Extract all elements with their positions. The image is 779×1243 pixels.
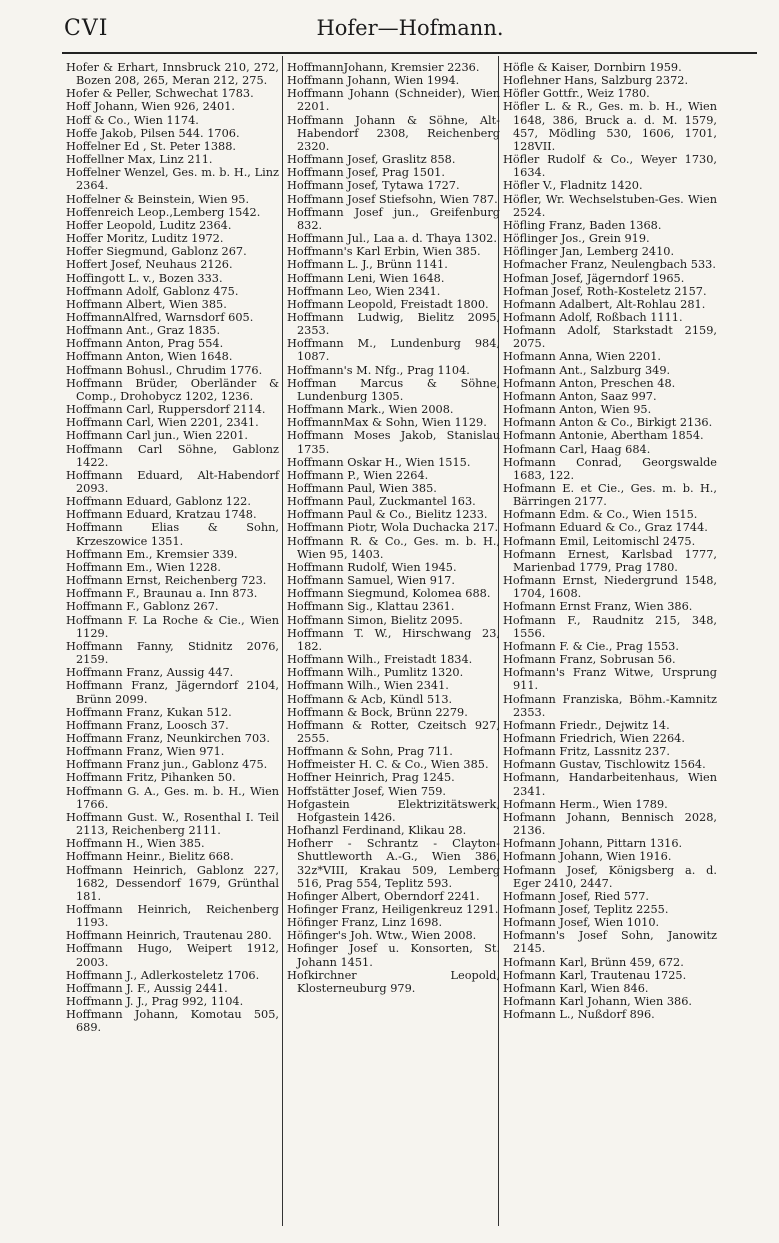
directory-entry: Hofmann Anton, Preschen 48. — [503, 376, 676, 390]
directory-entry: Hoffner Heinrich, Prag 1245. — [287, 771, 455, 785]
directory-entry: Höfler Gottfr., Weiz 1780. — [503, 87, 650, 101]
directory-entry: Hofgastein Elektrizitätswerk, Hofgastein 1426. — [287, 797, 500, 824]
directory-entry: Hoffellner Max, Linz 211. — [66, 153, 213, 167]
directory-entry: Hoffmann Hugo, Weipert 1912, 2003. — [66, 942, 279, 969]
directory-entry: Hoffer Leopold, Luditz 2364. — [66, 218, 232, 232]
directory-entry: Hofkirchner Leopold, Klosterneuburg 979. — [287, 968, 500, 995]
directory-entry: Hoff & Co., Wien 1174. — [66, 113, 199, 127]
directory-entry: Hoff Johann, Wien 926, 2401. — [66, 100, 236, 114]
directory-entry: Hoffmann L. J., Brünn 1141. — [287, 258, 448, 272]
directory-entry: Hoffelner & Beinstein, Wien 95. — [66, 192, 250, 206]
directory-entry: Hoffstätter Josef, Wien 759. — [287, 784, 447, 798]
directory-entry: Hoffmann Samuel, Wien 917. — [287, 574, 455, 588]
directory-entry: Hofmann Fritz, Lassnitz 237. — [503, 745, 670, 759]
directory-entry: Hoffmann Johann & Söhne, Alt-Habendorf 2308, Reichenberg 2320. — [287, 113, 500, 153]
directory-entry: Hofman Josef, Roth-Kosteletz 2157. — [503, 284, 707, 298]
directory-entry: Höfler, Wr. Wechselstuben-Ges. Wien 2524. — [503, 192, 717, 219]
directory-entry: Hoffmann R. & Co., Ges. m. b. H., Wien 95, 1403. — [287, 534, 500, 561]
directory-entry: Höfler V., Fladnitz 1420. — [503, 179, 643, 193]
directory-entry: Hofmann Friedrich, Wien 2264. — [503, 731, 685, 745]
directory-entry: Hoffmann Albert, Wien 385. — [66, 297, 227, 311]
directory-entry: Hoffelner Wenzel, Ges. m. b. H., Linz 2364. — [66, 166, 279, 193]
directory-entry: Hoffmann Franz, Aussig 447. — [66, 666, 234, 680]
directory-entry: Hofmann Gustav, Tischlowitz 1564. — [503, 758, 706, 772]
directory-entry: Hoffmann P., Wien 2264. — [287, 468, 429, 482]
directory-entry: Hoffmann Ernst, Reichenberg 723. — [66, 574, 267, 588]
directory-entry: Hoffmann Gust. W., Rosenthal I. Teil 2113, Reichenberg 2111. — [66, 810, 279, 838]
directory-entry: Hofmann Josef, Königsberg a. d. Eger 2410, 2447. — [503, 863, 717, 890]
directory-entry: Hoffmann Brüder, Oberländer & Comp., Drohobycz 1202, 1236. — [66, 376, 279, 403]
directory-entry: Hoffmann Johann, Wien 1994. — [287, 74, 460, 88]
directory-entry: Hoffmann Sig., Klattau 2361. — [287, 600, 455, 614]
directory-entry: Höfinger's Joh. Wtw., Wien 2008. — [287, 929, 477, 943]
directory-entry: Hoffmann & Bock, Brünn 2279. — [287, 705, 468, 719]
directory-entry: Hofmann Carl, Haag 684. — [503, 442, 651, 456]
directory-entry: Hoffmann Carl jun., Wien 2201. — [66, 429, 248, 443]
directory-entry: Hoffmann Heinrich, Reichenberg 1193. — [66, 903, 279, 930]
directory-entry: Hoffmann Ant., Graz 1835. — [66, 324, 221, 338]
directory-entry: Hoffmann Piotr, Wola Duchacka 217. — [287, 521, 499, 535]
directory-entry: Hofmann Johann, Bennisch 2028, 2136. — [503, 810, 717, 838]
directory-entry: Höfler Rudolf & Co., Weyer 1730, 1634. — [503, 153, 717, 180]
directory-entry: Hofmann's Franz Witwe, Ursprung 911. — [503, 666, 717, 693]
directory-entry: Hoffingott L. v., Bozen 333. — [66, 271, 223, 285]
directory-entry: Hoffmann Franz jun., Gablonz 475. — [66, 758, 268, 772]
directory-entry: Hoffmann's Karl Erbin, Wien 385. — [287, 245, 481, 259]
directory-entry: Hofmann Karl, Wien 846. — [503, 981, 649, 995]
directory-entry: Hoffmann Leni, Wien 1648. — [287, 271, 445, 285]
directory-entry: Hofmann Emil, Leitomischl 2475. — [503, 534, 696, 548]
directory-entry: Hoffmann & Rotter, Czeitsch 927, 2555. — [287, 718, 500, 745]
directory-entry: Hoffmann Carl, Ruppersdorf 2114. — [66, 403, 266, 417]
directory-entry: Hoffmann Moses Jakob, Stanislau 1735. — [287, 429, 500, 456]
directory-entry: Hoffmann Anton, Wien 1648. — [66, 350, 233, 364]
directory-entry: Hofmann Edm. & Co., Wien 1515. — [503, 508, 698, 522]
directory-entry: Hoffmann H., Wien 385. — [66, 837, 205, 851]
directory-entry: Hofman Josef, Jägerndorf 1965. — [503, 271, 685, 285]
directory-entry: Hoffmann Franz, Kukan 512. — [66, 705, 232, 719]
directory-entry: Hofmann Johann, Wien 1916. — [503, 850, 672, 864]
directory-entry: Hoffmann Rudolf, Wien 1945. — [287, 560, 457, 574]
directory-entry: Hoffman Marcus & Söhne, Lundenburg 1305. — [287, 376, 500, 403]
directory-entry: Hofherr - Schrantz - Clayton-Shuttleworth A.-G., Wien 386, 32z*VIII, Krakau 509, Lemberg 516, Prag 554, Teplitz 593. — [287, 837, 500, 890]
directory-entry: Hoffmann J. F., Aussig 2441. — [66, 981, 228, 995]
directory-entry: Höfler L. & R., Ges. m. b. H., Wien 1648, 386, Bruck a. d. M. 1579, 457, Mödling 530, 1606, 1701, 128VII. — [503, 100, 717, 153]
column-1 — [66, 61, 279, 1035]
directory-entry: Hoffmann Fanny, Stidnitz 2076, 2159. — [66, 639, 279, 667]
directory-entry: Hoffmann Anton, Prag 554. — [66, 337, 224, 351]
directory-entry: Hoffmann F. La Roche & Cie., Wien 1129. — [66, 613, 279, 640]
directory-entry: Hofmann Josef, Wien 1010. — [503, 916, 660, 930]
directory-entry: Hoffmann Josef, Prag 1501. — [287, 166, 445, 180]
directory-entry: Hofmann Anton, Saaz 997. — [503, 389, 657, 403]
directory-entry: Hoffmann Paul, Zuckmantel 163. — [287, 495, 476, 509]
directory-entry: Hoffmann Franz, Loosch 37. — [66, 718, 229, 732]
directory-entry: Hoffmann & Acb, Kündl 513. — [287, 692, 453, 706]
directory-entry: Hoffmann Adolf, Gablonz 475. — [66, 284, 239, 298]
directory-entry: Hoffer Siegmund, Gablonz 267. — [66, 245, 247, 259]
page-header — [0, 0, 779, 52]
directory-entry: Hoffmann Wilh., Wien 2341. — [287, 679, 449, 693]
directory-entry: Hofmann Conrad, Georgswalde 1683, 122. — [503, 455, 717, 482]
directory-entry: Hofmann Eduard & Co., Graz 1744. — [503, 521, 708, 535]
directory-entry: Höflinger Jos., Grein 919. — [503, 232, 650, 246]
directory-entry: Hoffmann Heinr., Bielitz 668. — [66, 850, 234, 864]
directory-entry: Hoffmann Heinrich, Gablonz 227, 1682, Dessendorf 1679, Grünthal 181. — [66, 863, 279, 903]
directory-entry: Hofmann Herm., Wien 1789. — [503, 797, 668, 811]
directory-entry: HoffmannMax & Sohn, Wien 1129. — [287, 416, 487, 430]
directory-entry: Hoffmann Franz, Wien 971. — [66, 745, 225, 759]
directory-entry: Hoffmann Paul & Co., Bielitz 1233. — [287, 508, 488, 522]
directory-entry: Hofmann Adolf, Starkstadt 2159, 2075. — [503, 324, 717, 351]
directory-entry: Hofmann Anna, Wien 2201. — [503, 350, 661, 364]
directory-entry: Hoffmann Wilh., Pumlitz 1320. — [287, 666, 464, 680]
directory-entry: Hofhanzl Ferdinand, Klikau 28. — [287, 824, 467, 838]
directory-entry: Hofmann Anton, Wien 95. — [503, 403, 652, 417]
directory-entry: Hofer & Peller, Schwechat 1783. — [66, 87, 254, 101]
directory-entry: Hoffenreich Leop.,Lemberg 1542. — [66, 205, 261, 219]
directory-entry: Hoffmann Eduard, Gablonz 122. — [66, 495, 251, 509]
directory-entry: Hoffmann Oskar H., Wien 1515. — [287, 455, 471, 469]
page-title: Hofer—Hofmann. — [316, 16, 504, 40]
directory-entry: Hoffmann Heinrich, Trautenau 280. — [66, 929, 272, 943]
directory-entry: Hoffmann Wilh., Freistadt 1834. — [287, 653, 473, 667]
column-divider — [282, 56, 283, 1226]
directory-entry: Hoffmann & Sohn, Prag 711. — [287, 745, 453, 759]
directory-entry: Höfling Franz, Baden 1368. — [503, 218, 662, 232]
directory-entry: Hofmann's Josef Sohn, Janowitz 2145. — [503, 929, 717, 956]
directory-entry: Hofmann Josef, Ried 577. — [503, 889, 649, 903]
directory-entry: Hofmann Ant., Salzburg 349. — [503, 363, 671, 377]
directory-entry: Hoffmann M., Lundenburg 984, 1087. — [287, 337, 500, 364]
directory-entry: Hoffmann Paul, Wien 385. — [287, 482, 437, 495]
directory-entry: Hoffmann Jul., Laa a. d. Thaya 1302. — [287, 232, 497, 246]
directory-entry: Hoffmann T. W., Hirschwang 23, 182. — [287, 626, 500, 653]
directory-entry: Hoffmann Eduard, Alt-Habendorf 2093. — [66, 468, 279, 495]
directory-entry: Hofmann F. & Cie., Prag 1553. — [503, 639, 679, 653]
directory-entry: Hoffmann Franz, Neunkirchen 703. — [66, 731, 270, 745]
directory-entry: Höfle & Kaiser, Dornbirn 1959. — [503, 61, 682, 74]
directory-entry: Hoffmann Josef jun., Greifenburg 832. — [287, 205, 500, 232]
directory-entry: Hoffmann F., Braunau a. Inn 873. — [66, 587, 258, 601]
directory-entry: Hoffmann Leo, Wien 2341. — [287, 284, 441, 298]
directory-entry: Hoffmann Ludwig, Bielitz 2095, 2353. — [287, 310, 500, 338]
directory-entry: Hofmann Anton & Co., Birkigt 2136. — [503, 416, 713, 430]
directory-entry: Hoffmann Josef, Graslitz 858. — [287, 153, 456, 167]
directory-entry: Hofmann Karl Johann, Wien 386. — [503, 995, 693, 1009]
directory-entry: Hoffmann G. A., Ges. m. b. H., Wien 1766. — [66, 784, 279, 811]
column-3 — [503, 61, 717, 1021]
header-rule — [62, 52, 757, 54]
directory-entry: Hofmann Karl, Brünn 459, 672. — [503, 955, 684, 969]
page-number: CVI — [64, 16, 109, 41]
directory-entry: Hoffe Jakob, Pilsen 544. 1706. — [66, 126, 240, 140]
directory-entry: Hofer & Erhart, Innsbruck 210, 272, Bozen 208, 265, Meran 212, 275. — [66, 61, 279, 88]
directory-entry: Hoffmann Carl Söhne, Gablonz 1422. — [66, 442, 279, 469]
directory-entry: Hoffmann Elias & Sohn, Krzeszowice 1351. — [66, 521, 279, 548]
directory-entry: Hofinger Franz, Heiligenkreuz 1291. — [287, 903, 499, 916]
directory-entry: Hofinger Josef u. Konsorten, St. Johann 1451. — [287, 942, 500, 969]
directory-entry: Hoffmann J., Adlerkosteletz 1706. — [66, 968, 260, 982]
directory-entry: Hoffmann Franz, Jägerndorf 2104, Brünn 2099. — [66, 679, 279, 706]
directory-entry: Hofmann Adolf, Roßbach 1111. — [503, 310, 683, 324]
directory-entry: Hofmann, Handarbeitenhaus, Wien 2341. — [503, 771, 717, 798]
directory-entry: Hoffmeister H. C. & Co., Wien 385. — [287, 758, 489, 772]
directory-entry: Hoffmann Josef, Tytawa 1727. — [287, 179, 460, 193]
directory-entry: Hofmann Adalbert, Alt-Rohlau 281. — [503, 297, 706, 311]
directory-entry: Hoffmann Fritz, Pihanken 50. — [66, 771, 236, 785]
directory-entry: Hofmann Ernest, Karlsbad 1777, Marienbad 1779, Prag 1780. — [503, 547, 717, 574]
directory-entry: HoffmannAlfred, Warnsdorf 605. — [66, 310, 254, 324]
directory-entry: Hofmann Friedr., Dejwitz 14. — [503, 718, 670, 732]
directory-entry: Hoffmann Leopold, Freistadt 1800. — [287, 297, 489, 311]
column-2 — [287, 61, 500, 995]
directory-entry: Hoffmann Johann, Komotau 505, 689. — [66, 1008, 279, 1035]
directory-entry: Hoffert Josef, Neuhaus 2126. — [66, 258, 233, 272]
directory-entry: Hoffmann's M. Nfg., Prag 1104. — [287, 363, 470, 377]
directory-entry: Hofmann E. et Cie., Ges. m. b. H., Bärringen 2177. — [503, 482, 717, 509]
directory-entry: Hoffmann Bohusl., Chrudim 1776. — [66, 363, 263, 377]
directory-entry: Hoffelner Ed , St. Peter 1388. — [66, 139, 236, 153]
directory-entry: Hoffmann F., Gablonz 267. — [66, 600, 219, 614]
directory-entry: Hoffmann Josef Stiefsohn, Wien 787. — [287, 192, 498, 206]
directory-entry: Hoffmann Siegmund, Kolomea 688. — [287, 587, 491, 601]
directory-entry: Hofmann Karl, Trautenau 1725. — [503, 968, 687, 982]
directory-entry: Hoflehner Hans, Salzburg 2372. — [503, 74, 689, 88]
directory-entry: Hoffmann Eduard, Kratzau 1748. — [66, 508, 257, 522]
directory-entry: Hoffmann Johann (Schneider), Wien 2201. — [287, 87, 500, 114]
directory-entry: Höflinger Jan, Lemberg 2410. — [503, 245, 675, 259]
directory-entry: Hoffmann Simon, Bielitz 2095. — [287, 613, 463, 627]
directory-entry: Hofmann Franz, Sobrusan 56. — [503, 653, 676, 667]
directory-entry: Hoffmann Carl, Wien 2201, 2341. — [66, 416, 259, 430]
directory-entry: Hofmann L., Nußdorf 896. — [503, 1008, 655, 1022]
directory-entry: Hofmann Antonie, Abertham 1854. — [503, 429, 704, 443]
directory-entry: Hofmacher Franz, Neulengbach 533. — [503, 258, 716, 272]
directory-entry: Hoffer Moritz, Luditz 1972. — [66, 232, 224, 246]
directory-entry: Hoffmann Mark., Wien 2008. — [287, 403, 454, 417]
directory-entry: Hofmann Johann, Pittarn 1316. — [503, 837, 683, 851]
directory-entry: Hoffmann J. J., Prag 992, 1104. — [66, 995, 244, 1009]
directory-entry: Hofinger Albert, Oberndorf 2241. — [287, 889, 480, 903]
directory-entry: Höfinger Franz, Linz 1698. — [287, 916, 443, 930]
directory-entry: Hofmann Josef, Teplitz 2255. — [503, 903, 669, 916]
directory-entry: Hofmann Ernst, Niedergrund 1548, 1704, 1608. — [503, 574, 717, 601]
directory-entry: HoffmannJohann, Kremsier 2236. — [287, 61, 480, 74]
directory-entry: Hofmann F., Raudnitz 215, 348, 1556. — [503, 613, 717, 640]
directory-entry: Hoffmann Em., Wien 1228. — [66, 560, 221, 574]
directory-entry: Hofmann Ernst Franz, Wien 386. — [503, 600, 693, 614]
directory-entry: Hofmann Franziska, Böhm.-Kamnitz 2353. — [503, 692, 717, 719]
directory-entry: Hoffmann Em., Kremsier 339. — [66, 547, 238, 561]
